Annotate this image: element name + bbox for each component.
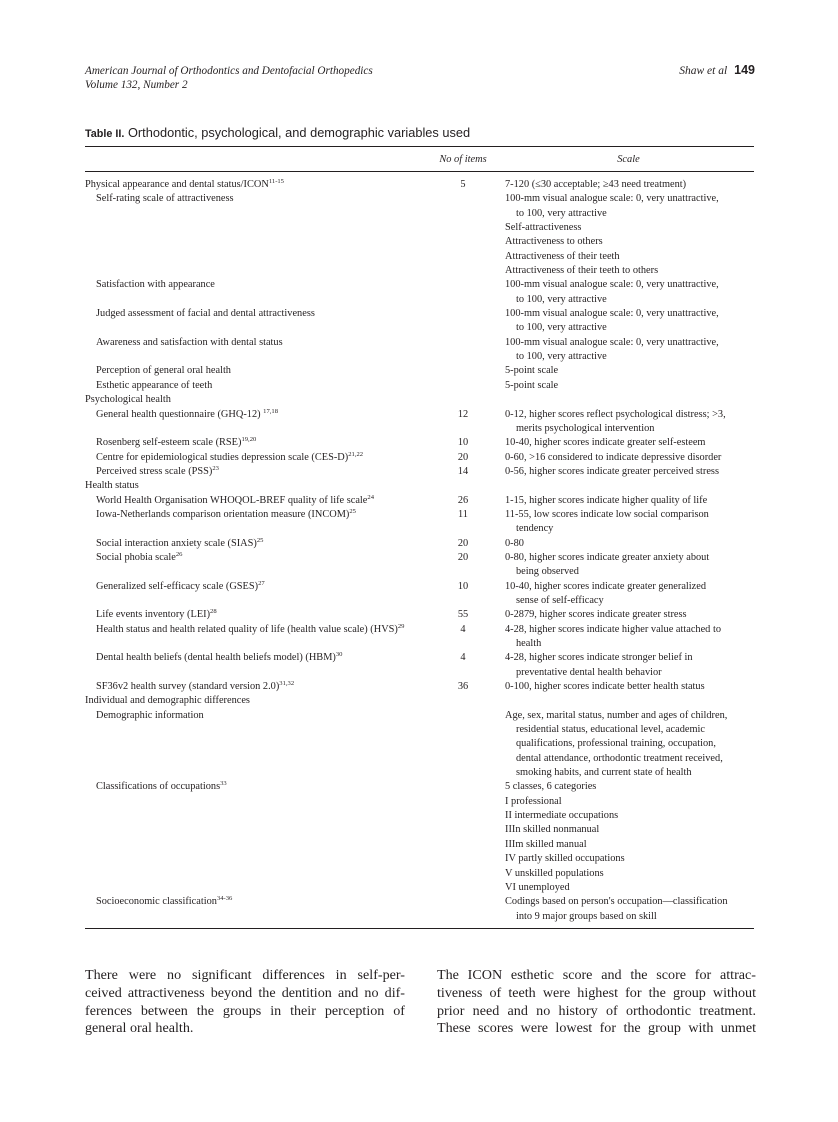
journal-title: American Journal of Orthodontics and Dentofacial Orthopedics xyxy=(85,65,373,77)
variable-name: Generalized self-efficacy scale (GSES) xyxy=(96,580,259,592)
scale-cell xyxy=(503,508,757,537)
variable-name: Perception of general oral health xyxy=(96,365,231,377)
scale-line: to 100, very attractive xyxy=(516,207,607,219)
variable-name: Satisfaction with appearance xyxy=(96,279,215,291)
variable-name: Awareness and satisfaction with dental status xyxy=(96,336,283,348)
table-row xyxy=(85,336,757,365)
variable-cell xyxy=(85,336,423,365)
table-top-rule xyxy=(85,146,754,147)
scale-line: VI unemployed xyxy=(505,881,570,893)
body-text-line: ferences between the groups in their perception of xyxy=(85,1002,405,1019)
table-row xyxy=(85,551,757,580)
scale-cell xyxy=(503,479,757,493)
variable-name: Socioeconomic classification xyxy=(96,896,217,908)
body-text-left-column xyxy=(85,967,405,1038)
scale-line: merits psychological intervention xyxy=(516,422,655,434)
scale-line: 0-12, higher scores reflect psychological distress; >3, xyxy=(505,408,726,420)
variables-table xyxy=(85,178,757,924)
variable-name: Social interaction anxiety scale (SIAS) xyxy=(96,537,257,549)
page-number: 149 xyxy=(734,63,755,77)
body-text-right-column xyxy=(437,967,756,1038)
variable-cell xyxy=(85,895,423,924)
scale-line: 100-mm visual analogue scale: 0, very unattractive, xyxy=(505,308,719,320)
variable-cell xyxy=(85,651,423,680)
scale-line: 0-80, higher scores indicate greater anxiety about xyxy=(505,551,710,563)
scale-cell xyxy=(503,336,757,365)
reference-superscript: 30 xyxy=(335,651,343,659)
items-count-cell: 4 xyxy=(460,652,466,664)
items-count-cell xyxy=(423,379,503,393)
scale-line: V unskilled populations xyxy=(505,867,604,879)
body-text-line: prior need and no history of orthodontic treatment. xyxy=(437,1002,756,1019)
reference-superscript: 24 xyxy=(367,493,374,501)
scale-line: preventative dental health behavior xyxy=(516,666,662,678)
items-count-cell xyxy=(423,895,503,924)
scale-cell xyxy=(503,379,757,393)
scale-line: smoking habits, and current state of health xyxy=(516,767,692,779)
items-count-cell: 26 xyxy=(457,494,469,506)
items-count-cell: 5 xyxy=(460,179,466,190)
scale-cell xyxy=(503,709,757,781)
variable-name: SF36v2 health survey (standard version 2.0) xyxy=(96,681,280,693)
variable-cell xyxy=(85,465,423,479)
table-title: Orthodontic, psychological, and demographic variables used xyxy=(127,125,471,140)
scale-line: to 100, very attractive xyxy=(516,351,607,363)
table-row xyxy=(85,364,757,378)
variable-cell xyxy=(85,307,423,336)
variable-name: Centre for epidemiological studies depression scale (CES-D) xyxy=(96,451,349,463)
scale-cell xyxy=(503,364,757,378)
scale-cell xyxy=(503,192,757,278)
items-count-cell: 11 xyxy=(458,508,468,520)
body-text-line: ceived attractiveness beyond the dentition and no dif- xyxy=(85,984,405,1001)
reference-superscript: 34-36 xyxy=(216,895,233,903)
scale-cell xyxy=(503,451,757,465)
reference-superscript: 31,32 xyxy=(279,680,295,688)
variable-name: Rosenberg self-esteem scale (RSE) xyxy=(96,437,242,449)
table-row xyxy=(85,307,757,336)
table-row xyxy=(85,479,757,493)
scale-line: into 9 major groups based on skill xyxy=(516,910,657,922)
reference-superscript: 25 xyxy=(349,507,356,515)
variable-name: Health status and health related quality of life (health value scale) (HVS) xyxy=(96,623,398,635)
body-text-line: There were no significant differences in self-per- xyxy=(85,967,405,983)
items-count-cell: 14 xyxy=(457,465,469,477)
table-row xyxy=(85,608,757,622)
variable-name: Health status xyxy=(85,480,139,492)
scale-line: qualifications, professional training, occupation, xyxy=(516,738,716,750)
scale-line: IV partly skilled occupations xyxy=(505,853,625,865)
scale-line: Attractiveness to others xyxy=(505,236,603,248)
scale-line: 10-40, higher scores indicate greater self-esteem xyxy=(505,437,706,449)
table-row xyxy=(85,494,757,508)
variable-cell xyxy=(85,709,423,781)
scale-cell xyxy=(503,537,757,551)
items-count-cell xyxy=(423,307,503,336)
variable-cell xyxy=(85,408,423,437)
scale-line: Attractiveness of their teeth xyxy=(505,250,620,262)
scale-cell xyxy=(503,436,757,450)
scale-cell xyxy=(503,494,757,508)
variable-cell xyxy=(85,551,423,580)
scale-line: IIIm skilled manual xyxy=(505,838,587,850)
items-count-cell: 20 xyxy=(457,451,469,463)
author-names: Shaw et al xyxy=(679,65,728,77)
table-row xyxy=(85,436,757,450)
scale-line: 5-point scale xyxy=(505,379,559,391)
scale-cell xyxy=(503,895,757,924)
table-row xyxy=(85,895,757,924)
scale-cell xyxy=(503,307,757,336)
items-count-cell xyxy=(423,780,503,895)
reference-superscript: 23 xyxy=(212,464,219,472)
variable-name: Psychological health xyxy=(85,394,171,406)
reference-superscript: 26 xyxy=(175,550,183,558)
variable-name: Dental health beliefs (dental health beliefs model) (HBM) xyxy=(96,652,336,664)
table-row xyxy=(85,192,757,278)
variable-cell xyxy=(85,694,423,708)
scale-line: IIIn skilled nonmanual xyxy=(505,824,600,836)
scale-line: health xyxy=(516,638,542,649)
items-count-cell: 12 xyxy=(457,408,469,420)
variable-name: Perceived stress scale (PSS) xyxy=(96,465,213,477)
variable-cell xyxy=(85,451,423,465)
table-row xyxy=(85,508,757,537)
variable-cell xyxy=(85,608,423,622)
scale-line: 100-mm visual analogue scale: 0, very unattractive, xyxy=(505,279,719,291)
variable-cell xyxy=(85,436,423,450)
table-header-rule xyxy=(85,171,754,172)
variables-table-body xyxy=(85,178,757,924)
scale-line: residential status, educational level, academic xyxy=(516,724,705,736)
body-text-line: These scores were lowest for the group with unmet xyxy=(437,1020,756,1037)
scale-line: 0-60, >16 considered to indicate depressive disorder xyxy=(505,451,722,463)
reference-superscript: 17,18 xyxy=(263,407,279,415)
variable-name: Esthetic appearance of teeth xyxy=(96,379,213,391)
scale-line: 100-mm visual analogue scale: 0, very unattractive, xyxy=(505,193,719,205)
reference-superscript: 25 xyxy=(256,536,264,544)
scale-cell xyxy=(503,694,757,708)
items-count-cell: 36 xyxy=(457,681,469,693)
reference-superscript: 19,20 xyxy=(241,436,257,444)
scale-line: sense of self-efficacy xyxy=(516,594,604,606)
items-count-cell xyxy=(423,192,503,278)
variable-cell xyxy=(85,780,423,895)
running-header-journal xyxy=(85,64,373,92)
variable-name: Life events inventory (LEI) xyxy=(96,609,211,621)
scale-line: 0-100, higher scores indicate better health status xyxy=(505,681,705,693)
scale-line: 10-40, higher scores indicate greater generalized xyxy=(505,580,707,592)
table-label: Table II. xyxy=(85,128,125,140)
variable-name: World Health Organisation WHOQOL-BREF quality of life scale xyxy=(96,494,368,506)
table-row xyxy=(85,465,757,479)
table-row xyxy=(85,709,757,781)
variable-name: Social phobia scale xyxy=(96,551,176,563)
scale-line: 4-28, higher scores indicate stronger belief in xyxy=(505,652,693,664)
variable-name: Classifications of occupations xyxy=(96,781,221,793)
scale-line: 100-mm visual analogue scale: 0, very unattractive, xyxy=(505,336,719,348)
variable-name: Self-rating scale of attractiveness xyxy=(96,193,234,205)
items-count-cell xyxy=(423,393,503,407)
variable-cell xyxy=(85,508,423,537)
items-count-cell xyxy=(423,278,503,307)
items-count-cell xyxy=(423,709,503,781)
table-row xyxy=(85,537,757,551)
table-row xyxy=(85,178,757,192)
body-text-line: The ICON esthetic score and the score for attrac- xyxy=(437,967,756,983)
scale-cell xyxy=(503,408,757,437)
table-row xyxy=(85,694,757,708)
reference-superscript: 21,22 xyxy=(348,450,364,458)
scale-line: dental attendance, orthodontic treatment received, xyxy=(516,752,723,764)
scale-line: tendency xyxy=(516,523,554,535)
scale-line: Codings based on person's occupation—classification xyxy=(505,896,728,908)
table-row xyxy=(85,580,757,609)
scale-line: Self-attractiveness xyxy=(505,222,582,234)
table-row xyxy=(85,451,757,465)
variable-cell xyxy=(85,192,423,278)
table-row xyxy=(85,379,757,393)
variable-name: Physical appearance and dental status/ICON xyxy=(85,179,269,190)
scale-line: 7-120 (≤30 acceptable; ≥43 need treatment) xyxy=(505,179,687,190)
column-header-items: No of items xyxy=(439,154,487,165)
reference-superscript: 33 xyxy=(220,780,227,788)
scale-cell xyxy=(503,780,757,895)
table-row xyxy=(85,408,757,437)
scale-line: 0-56, higher scores indicate greater perceived stress xyxy=(505,465,719,477)
table-row xyxy=(85,651,757,680)
variable-cell xyxy=(85,580,423,609)
items-count-cell: 55 xyxy=(457,609,469,621)
body-text-line: tiveness of teeth were highest for the group without xyxy=(437,984,756,1001)
scale-cell xyxy=(503,608,757,622)
scale-cell xyxy=(503,393,757,407)
scale-line: 0-80 xyxy=(505,537,524,549)
items-count-cell: 10 xyxy=(457,580,469,592)
scale-line: 1-15, higher scores indicate higher quality of life xyxy=(505,494,708,506)
variable-name: Demographic information xyxy=(96,709,204,721)
variable-name: Individual and demographic differences xyxy=(85,695,250,707)
scale-line: 5-point scale xyxy=(505,365,559,377)
scale-cell xyxy=(503,178,757,192)
scale-line: 0-2879, higher scores indicate greater stress xyxy=(505,609,687,621)
reference-superscript: 27 xyxy=(258,579,265,587)
variable-cell xyxy=(85,623,423,652)
scale-cell xyxy=(503,278,757,307)
items-count-cell: 20 xyxy=(457,537,469,549)
scale-cell xyxy=(503,680,757,694)
variable-cell xyxy=(85,364,423,378)
column-header-scale: Scale xyxy=(617,154,640,165)
variable-cell xyxy=(85,379,423,393)
items-count-cell xyxy=(423,364,503,378)
scale-cell xyxy=(503,465,757,479)
table-row xyxy=(85,393,757,407)
variable-cell xyxy=(85,479,423,493)
scale-line: Age, sex, marital status, number and ages of children, xyxy=(505,709,728,721)
variable-name: Iowa-Netherlands comparison orientation measure (INCOM) xyxy=(96,508,350,520)
items-count-cell xyxy=(423,694,503,708)
scale-line: to 100, very attractive xyxy=(516,293,607,305)
variable-cell xyxy=(85,680,423,694)
scale-cell xyxy=(503,623,757,652)
items-count-cell xyxy=(423,479,503,493)
body-text-line: general oral health. xyxy=(85,1020,194,1037)
scale-line: II intermediate occupations xyxy=(505,810,619,822)
variable-cell xyxy=(85,537,423,551)
table-caption xyxy=(85,125,470,140)
reference-superscript: 11-15 xyxy=(268,178,284,185)
running-header-right xyxy=(679,63,755,77)
table-row xyxy=(85,278,757,307)
scale-line: to 100, very attractive xyxy=(516,322,607,334)
items-count-cell xyxy=(423,336,503,365)
table-row xyxy=(85,623,757,652)
scale-line: 4-28, higher scores indicate higher value attached to xyxy=(505,623,721,635)
scale-line: 11-55, low scores indicate low social comparison xyxy=(505,508,709,520)
scale-cell xyxy=(503,580,757,609)
journal-volume: Volume 132, Number 2 xyxy=(85,79,188,91)
reference-superscript: 28 xyxy=(210,608,217,616)
items-count-cell: 20 xyxy=(457,551,469,563)
variable-cell xyxy=(85,178,423,192)
variable-cell xyxy=(85,494,423,508)
scale-line: 5 classes, 6 categories xyxy=(505,781,597,793)
scale-cell xyxy=(503,551,757,580)
variable-name: Judged assessment of facial and dental attractiveness xyxy=(96,308,315,320)
scale-line: Attractiveness of their teeth to others xyxy=(505,265,659,277)
variable-cell xyxy=(85,393,423,407)
variable-cell xyxy=(85,278,423,307)
table-row xyxy=(85,780,757,895)
items-count-cell: 4 xyxy=(460,623,466,635)
items-count-cell: 10 xyxy=(457,437,469,449)
table-bottom-rule xyxy=(85,928,754,929)
reference-superscript: 29 xyxy=(397,622,405,630)
table-row xyxy=(85,680,757,694)
scale-cell xyxy=(503,651,757,680)
variable-name: General health questionnaire (GHQ-12) xyxy=(96,408,264,420)
scale-line: being observed xyxy=(516,566,579,578)
scale-line: I professional xyxy=(505,795,562,807)
